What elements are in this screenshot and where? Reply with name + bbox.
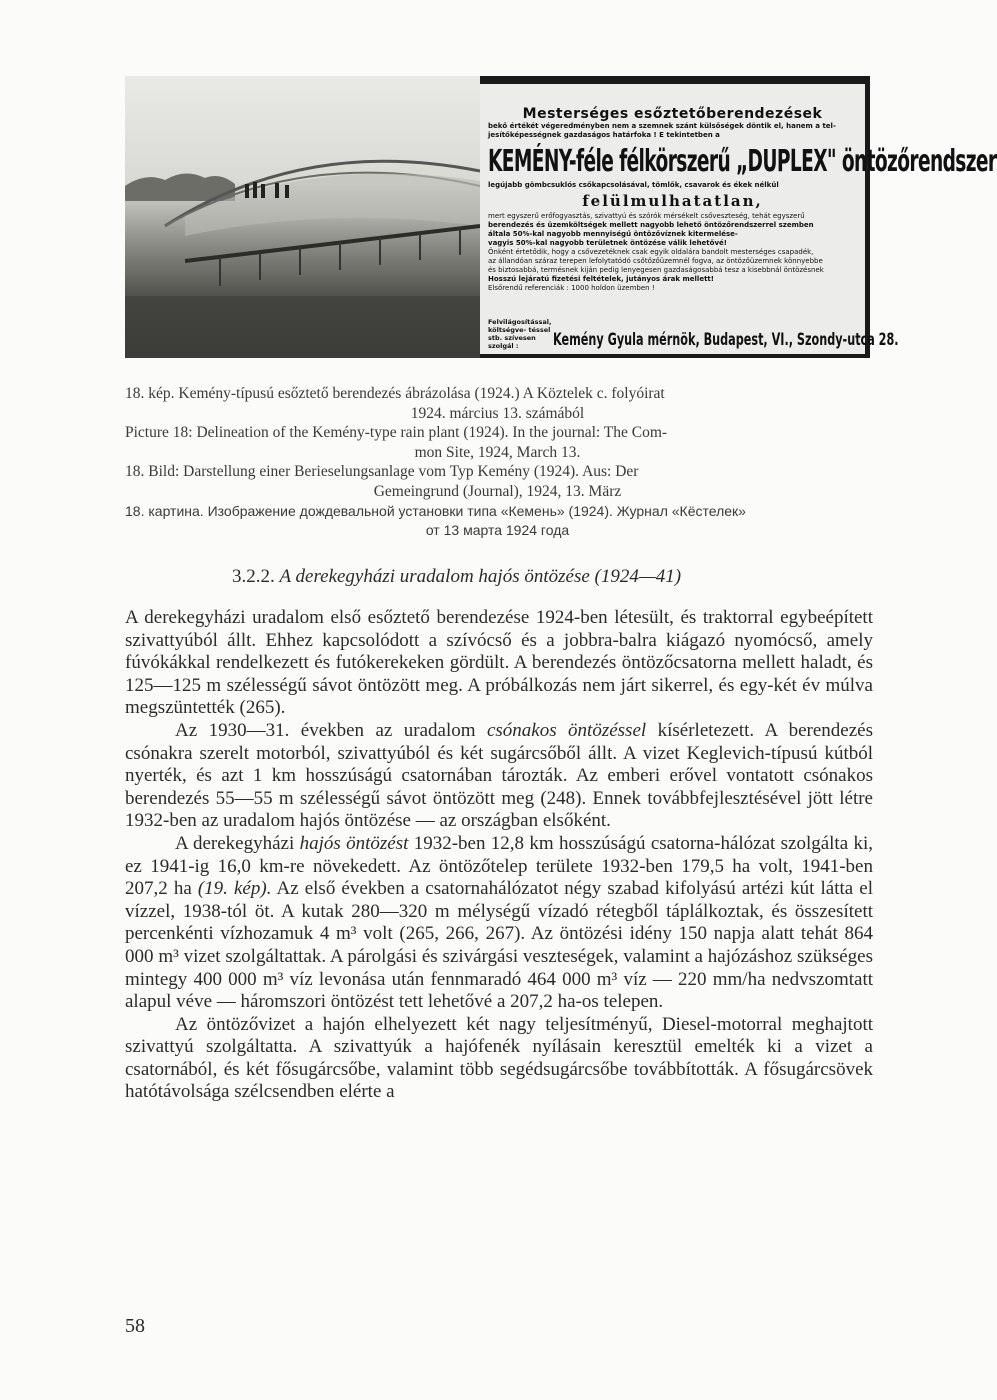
irrigation-photo bbox=[125, 76, 480, 358]
ad-line: Hosszú lejáratú fizetési feltételek, jutányos árak mellett! bbox=[488, 275, 714, 283]
paragraph: Az öntözővizet a hajón elhelyezett két nagy teljesítményű, Diesel-motorral meghajtott szivattyú szolgáltatta. A szivattyúk a hajófenék nyílásain keresztül emelték ki a vizet a csatornából, és két fősugárcsőbe, valamint több segédsugárcsőbe továbbították. A fősugárcsövek hatótávolsága szélcsendben elérte a bbox=[125, 1013, 873, 1103]
ad-line: Önként értetődik, hogy a csővezetéknek csak egyik oldalára bandolt mesterséges csapadék, bbox=[488, 248, 814, 256]
text-run: Az 1930—31. években az uradalom bbox=[175, 719, 487, 741]
ad-line: vagyis 50%-kal nagyobb területnek öntözése válik lehetővé! bbox=[488, 239, 727, 247]
ad-line: jesítőképességnek gazdaságos határfoka ! E tekintetben a bbox=[488, 131, 720, 139]
section-number: 3.2.2. bbox=[232, 566, 275, 587]
ad-line: az állandóan száraz terepen lefolytatódó csőtőzőüzemnél fogva, az öntözőüzemnek könnyebbe bbox=[488, 257, 823, 265]
advertisement bbox=[480, 84, 997, 354]
text-run: Az első években a csatornahálózatot négy szabad kifolyású artézi kút látta el vízzel, 1938-tól öt. A kutak 280—320 m mélységű vízadó rétegből táplálkoztak, és összesített percenkénti vízhozamuk 4 m³ volt (265, 266, 267). Az öntözési idény 150 napja alatt tehát 864 000 m³ vizet szolgáltattak. A párolgási és szivárgási veszteségek, valamint a hajózáshoz szükséges mintegy 400 000 m³ víz levonása után fennmaradó 464 000 m³ víz — 220 mm/ha nedvszomtatt alapul véve — háromszori öntözést tett lehetővé a 207,2 ha-os telepen. bbox=[125, 878, 873, 1013]
figure-18 bbox=[125, 76, 997, 358]
ad-title: Mesterséges esőztetőberendezések bbox=[522, 106, 823, 122]
ad-line: és biztosabbá, termésnek kiján pedig lenyegesen gazdaságosabbá tesz a kisebbnál öntözésnek bbox=[488, 266, 824, 274]
figure-reference: (19. kép). bbox=[197, 878, 272, 900]
text-run: 1932-ben 12,8 km hosszúságú csatorna-hálózat szolgálta ki, ez 1941-ig 16,0 km-re növekedett. Az öntözőtelep területe 1932-ben 179,5 ha volt, 1941-ben 207,2 ha bbox=[125, 832, 873, 900]
ad-contact-note: Felvilágosítással, költségve- téssel stb. szívesen szolgál : bbox=[488, 318, 552, 350]
body-text bbox=[125, 607, 873, 1104]
page-number: 58 bbox=[125, 1315, 145, 1337]
ad-footer bbox=[480, 318, 899, 350]
caption-de-line: 18. Bild: Darstellung einer Berieselungsanlage vom Typ Kemény (1924). Aus: Der bbox=[125, 463, 639, 481]
ad-line: bekő értékét végeredményben nem a szemnek szánt külsőségek döntik el, hanem a tel- bbox=[488, 122, 836, 130]
irrigation-photo-drawing bbox=[125, 76, 480, 358]
caption-hu-line: 1924. március 13. számából bbox=[410, 404, 585, 422]
ad-line: berendezés és üzemköltségek mellett nagyobb lehető öntözőrendszerrel szemben bbox=[488, 221, 814, 229]
section-heading bbox=[232, 566, 872, 588]
caption-ru-line: 18. картина. Изображение дождевальной установки типа «Кемень» (1924). Журнал «Кёстелек» bbox=[125, 502, 746, 519]
caption-en-line: mon Site, 1924, March 13. bbox=[414, 443, 581, 461]
paragraph: A derekegyházi uradalom első esőztető berendezése 1924-ben létesült, és traktorral egybeépített szivattyúból állt. Ehhez kapcsolódott a szívócső és a jobbra-balra kiágazó nyomócső, amely fúvókákkal rendelkezett és futókerekeken gördült. A berendezés öntözőcsatorna mellett haladt, és 125—125 m szélességű sávot öntözött meg. A próbálkozás nem járt sikerrel, és egy-két év múlva megszüntették (265). bbox=[125, 607, 873, 719]
text-run: A derekegyházi bbox=[175, 832, 300, 854]
text-run: kísérletezett. A berendezés csónakra szerelt motorból, szivattyúból és két sugárcsőből állt. A vizet Keglevich-típusú kútból nyerték, és azt 1 km hosszúságú csatornában tározták. Az emberi erővel vontatott csónakos berendezés 55—55 m szélességű sávot öntözött meg (248). Ennek továbbfejlesztésével jött létre 1932-ben az uradalom hajós öntözése — az országban elsőként. bbox=[125, 719, 874, 832]
section-title: A derekegyházi uradalom hajós öntözése (1924—41) bbox=[279, 566, 682, 587]
caption-ru-line: от 13 марта 1924 года bbox=[425, 522, 570, 539]
caption-de-line: Gemeingrund (Journal), 1924, 13. März bbox=[373, 482, 622, 500]
caption-en-line: Picture 18: Delineation of the Kemény-type rain plant (1924). In the journal: The Com- bbox=[125, 424, 668, 442]
paragraph bbox=[125, 720, 873, 833]
paragraph bbox=[125, 833, 873, 1014]
ad-big-word: felülmulhatatlan, bbox=[582, 192, 763, 210]
ad-brand: KEMÉNY-féle félkörszerű „DUPLEX" öntözőrendszer bbox=[488, 144, 997, 179]
ad-line: általa 50%-kal nagyobb mennyiségű öntözővíznek kitermelése- bbox=[488, 230, 738, 238]
ad-line: Elsőrendű referenciák : 1000 holdon üzemben ! bbox=[488, 284, 655, 292]
emphasis: hajós öntözést bbox=[299, 832, 409, 854]
ad-line: mert egyszerű erőfogyasztás, szivattyú és szórók mérsékelt csőveszteség, tehát egyszerű bbox=[488, 212, 805, 220]
emphasis: csónakos öntözéssel bbox=[486, 719, 647, 741]
ad-address: Kemény Gyula mérnök, Budapest, VI., Szondy-utca 28. bbox=[553, 330, 899, 350]
figure-caption bbox=[125, 384, 870, 541]
ad-line: legújabb gömbcsuklós csőkapcsolásával, tömlők, csavarok és ékek nélkül bbox=[488, 181, 779, 189]
caption-hu-line: 18. kép. Kemény-típusú esőztető berendezés ábrázolása (1924.) A Köztelek c. folyóirat bbox=[125, 385, 665, 402]
